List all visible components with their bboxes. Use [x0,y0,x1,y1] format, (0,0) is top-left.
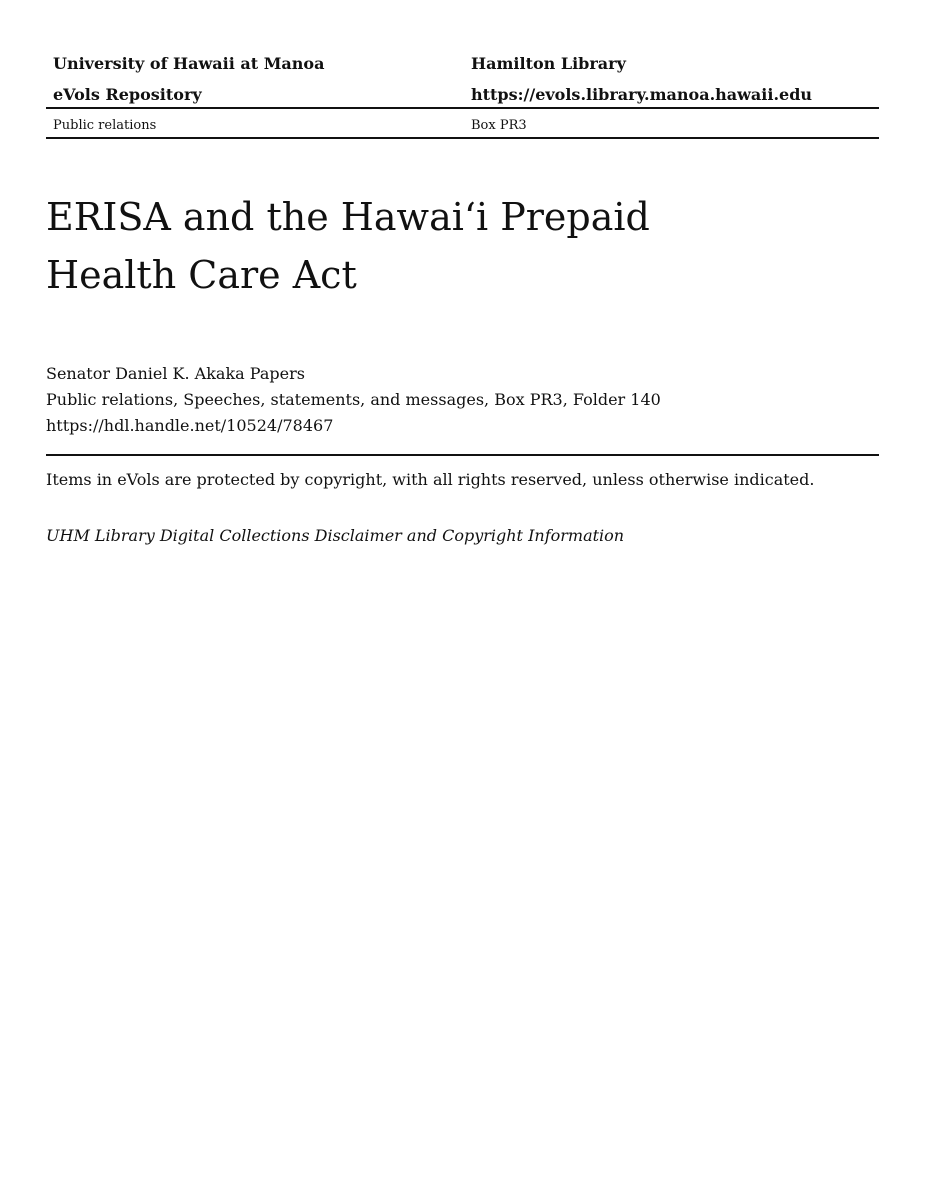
folder-location: Public relations, Speeches, statements, and messages, Box PR3, Folder 140 [46,390,661,409]
title-line-2: Health Care Act [46,253,357,297]
university-name: University of Hawaii at Manoa [53,54,325,73]
library-name: Hamilton Library [471,54,626,73]
title-line-1: ERISA and the Hawai‘i Prepaid [46,195,650,239]
repository-name: eVols Repository [53,85,202,104]
copyright-notice: Items in eVols are protected by copyright, with all rights reserved, unless otherwise indicated. [46,470,815,489]
collection-name: Senator Daniel K. Akaka Papers [46,364,305,383]
box-label: Box PR3 [471,118,527,133]
series-name: Public relations [53,118,157,133]
header-rule-top [46,107,879,109]
document-metadata [46,361,661,439]
section-divider [46,454,879,456]
header-rule-bottom [46,137,879,139]
handle-link[interactable]: https://hdl.handle.net/10524/78467 [46,416,334,435]
disclaimer-link[interactable]: UHM Library Digital Collections Disclaimer and Copyright Information [46,526,625,545]
document-title [46,188,746,304]
repository-url[interactable]: https://evols.library.manoa.hawaii.edu [471,85,813,104]
